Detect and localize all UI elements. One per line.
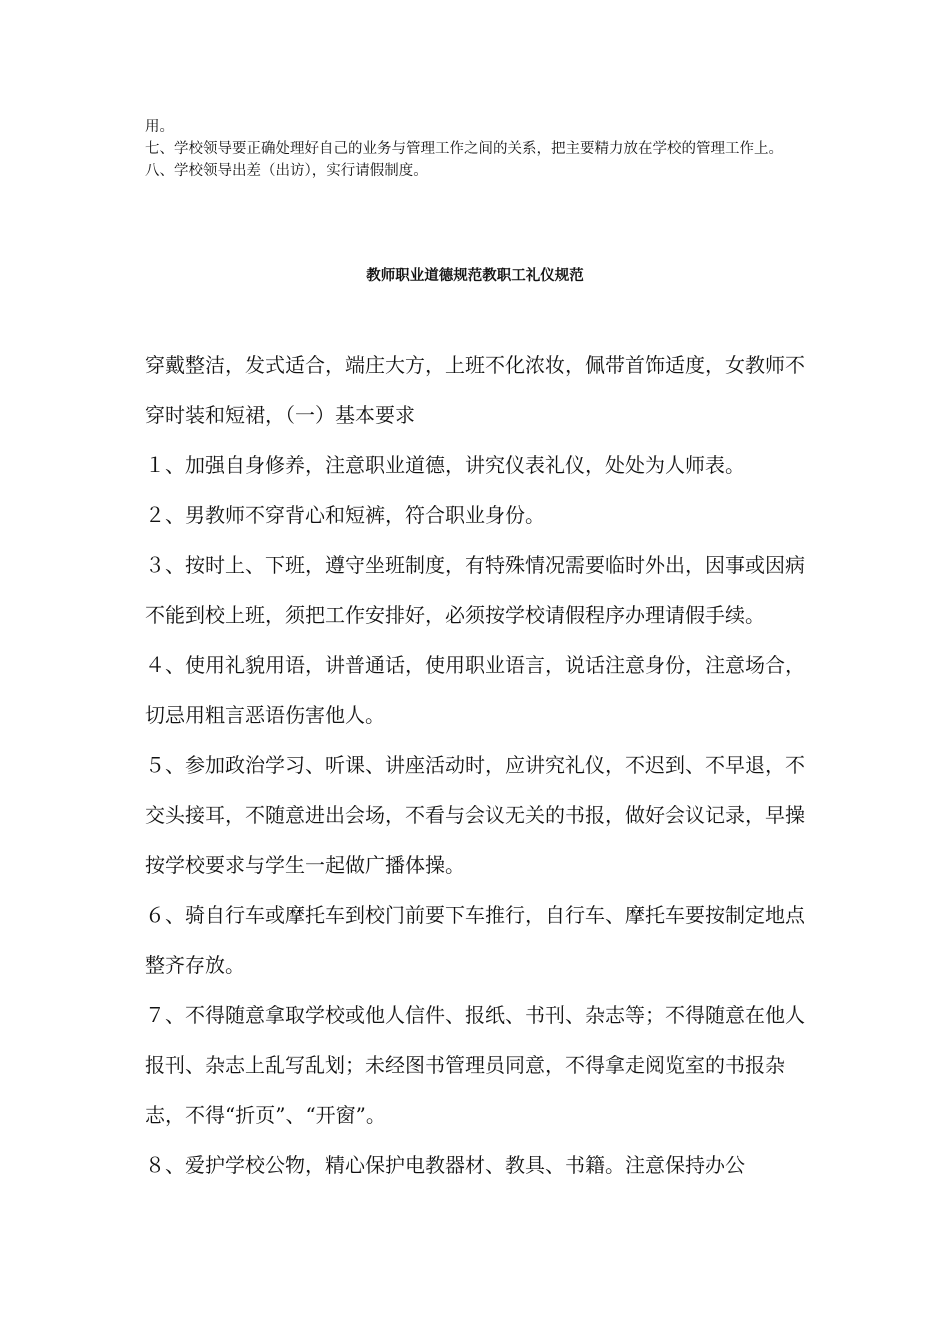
paragraph-item-7: 七、学校领导要正确处理好自己的业务与管理工作之间的关系，把主要精力放在学校的管理工作上。 bbox=[145, 141, 783, 157]
previous-section-text bbox=[145, 116, 815, 182]
paragraph-rule-7: ７、不得随意拿取学校或他人信件、报纸、书刊、杂志等；不得随意在他人报刊、杂志上乱写乱划；未经图书管理员同意，不得拿走阅览室的书报杂志，不得“折页”、“开窗”。 bbox=[145, 1003, 805, 1127]
paragraph-continuation: 用。 bbox=[145, 119, 174, 135]
paragraph-rule-4: ４、使用礼貌用语，讲普通话，使用职业语言，说话注意身份，注意场合，切忌用粗言恶语伤害他人。 bbox=[145, 653, 805, 727]
section-body bbox=[145, 340, 810, 1190]
paragraph-rule-1: １、加强自身修养，注意职业道德，讲究仪表礼仪，处处为人师表。 bbox=[145, 453, 745, 477]
paragraph-rule-6: ６、骑自行车或摩托车到校门前要下车推行，自行车、摩托车要按制定地点整齐存放。 bbox=[145, 903, 805, 977]
section-title: 教师职业道德规范教职工礼仪规范 bbox=[366, 267, 584, 284]
paragraph-rule-5: ５、参加政治学习、听课、讲座活动时，应讲究礼仪，不迟到、不早退，不交头接耳，不随意进出会场，不看与会议无关的书报，做好会议记录，早操按学校要求与学生一起做广播体操。 bbox=[145, 753, 805, 877]
paragraph-rule-8: ８、爱护学校公物，精心保护电教器材、教具、书籍。注意保持办公 bbox=[145, 1153, 745, 1177]
paragraph-item-8: 八、学校领导出差（出访），实行请假制度。 bbox=[145, 163, 428, 179]
paragraph-rule-3: ３、按时上、下班，遵守坐班制度，有特殊情况需要临时外出，因事或因病不能到校上班，须把工作安排好，必须按学校请假程序办理请假手续。 bbox=[145, 553, 805, 627]
paragraph-intro: 穿戴整洁，发式适合，端庄大方，上班不化浓妆，佩带首饰适度，女教师不穿时装和短裙，（一）基本要求 bbox=[145, 353, 805, 427]
paragraph-rule-2: ２、男教师不穿背心和短裤，符合职业身份。 bbox=[145, 503, 545, 527]
